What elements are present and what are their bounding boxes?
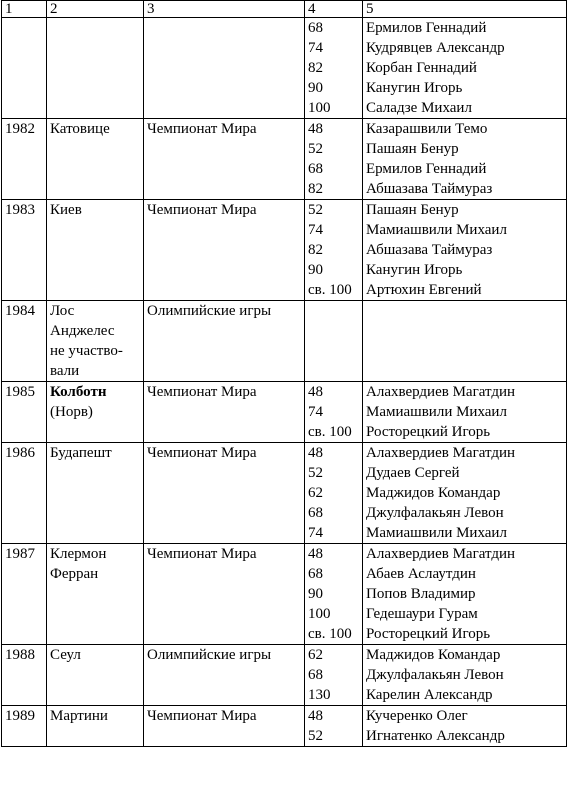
header-cell-2: 2 <box>47 1 144 18</box>
place-line: вали <box>50 363 80 379</box>
weight-cell <box>305 382 363 443</box>
athlete-name: Попов Владимир <box>366 586 476 602</box>
athlete-cell <box>363 119 567 200</box>
table-row <box>2 443 567 544</box>
place-cell <box>47 645 144 706</box>
place-cell <box>47 301 144 382</box>
weight-cell <box>305 645 363 706</box>
year-cell: 1983 <box>2 200 47 301</box>
weight-class: 52 <box>308 465 323 481</box>
place-cell <box>47 18 144 119</box>
weight-class: 100 <box>308 100 331 116</box>
place-line: (Норв) <box>50 404 93 420</box>
table-row <box>2 200 567 301</box>
header-cell-1: 1 <box>2 1 47 18</box>
event-cell: Чемпионат Мира <box>144 119 305 200</box>
athlete-name: Джулфалакьян Левон <box>366 505 504 521</box>
event-cell: Олимпийские игры <box>144 645 305 706</box>
table-row <box>2 382 567 443</box>
athlete-name: Пашаян Бенур <box>366 202 459 218</box>
place-line: Катовице <box>50 121 110 137</box>
place-cell <box>47 200 144 301</box>
weight-cell <box>305 119 363 200</box>
athlete-name: Алахвердиев Магатдин <box>366 445 516 461</box>
athlete-cell <box>363 544 567 645</box>
athlete-name: Мамиашвили Михаил <box>366 525 507 541</box>
weight-class: 62 <box>308 647 323 663</box>
weight-class: 74 <box>308 222 323 238</box>
weight-class: 52 <box>308 728 323 744</box>
athlete-name: Росторецкий Игорь <box>366 424 491 440</box>
place-cell <box>47 443 144 544</box>
weight-class: 48 <box>308 708 323 724</box>
athlete-name: Маджидов Командар <box>366 647 501 663</box>
athlete-name: Джулфалакьян Левон <box>366 667 504 683</box>
athlete-cell <box>363 200 567 301</box>
year-cell: 1989 <box>2 706 47 747</box>
athlete-name: Саладзе Михаил <box>366 100 472 116</box>
year-cell: 1982 <box>2 119 47 200</box>
weight-class: 74 <box>308 404 323 420</box>
table-row <box>2 544 567 645</box>
event-cell: Чемпионат Мира <box>144 443 305 544</box>
athlete-name: Ермилов Геннадий <box>366 161 487 177</box>
weight-cell <box>305 301 363 382</box>
athlete-name: Маджидов Командар <box>366 485 501 501</box>
event-cell: Чемпионат Мира <box>144 706 305 747</box>
event-cell <box>144 18 305 119</box>
place-cell <box>47 382 144 443</box>
event-cell: Олимпийские игры <box>144 301 305 382</box>
weight-class: 68 <box>308 20 323 36</box>
weight-class: 68 <box>308 667 323 683</box>
athlete-cell <box>363 645 567 706</box>
place-line: Мартини <box>50 708 108 724</box>
athlete-name: Абшазава Таймураз <box>366 181 493 197</box>
athlete-name: Канугин Игорь <box>366 80 463 96</box>
athlete-cell <box>363 18 567 119</box>
weight-class: 48 <box>308 445 323 461</box>
weight-cell <box>305 443 363 544</box>
athlete-cell <box>363 706 567 747</box>
place-name-bold: Колботн <box>50 384 107 400</box>
weight-class: 52 <box>308 141 323 157</box>
weight-class: 90 <box>308 586 323 602</box>
athlete-name: Артюхин Евгений <box>366 282 482 298</box>
place-line: Будапешт <box>50 445 112 461</box>
weight-class: 74 <box>308 525 323 541</box>
athlete-name: Алахвердиев Магатдин <box>366 546 516 562</box>
weight-class: св. 100 <box>308 424 352 440</box>
athlete-name: Гедешаури Гурам <box>366 606 478 622</box>
weight-class: 52 <box>308 202 323 218</box>
table-row <box>2 119 567 200</box>
place-line: Киев <box>50 202 82 218</box>
header-cell-4: 4 <box>305 1 363 18</box>
place-line: не участво- <box>50 343 123 359</box>
weight-class: 48 <box>308 121 323 137</box>
athlete-name: Карелин Александр <box>366 687 493 703</box>
place-line: Клермон <box>50 546 107 562</box>
place-line: Лос <box>50 303 75 319</box>
weight-class: св. 100 <box>308 282 352 298</box>
year-cell: 1987 <box>2 544 47 645</box>
athlete-cell <box>363 301 567 382</box>
weight-class: 62 <box>308 485 323 501</box>
athlete-name: Игнатенко Александр <box>366 728 505 744</box>
table-row <box>2 645 567 706</box>
weight-class: 90 <box>308 80 323 96</box>
athlete-name: Дудаев Сергей <box>366 465 460 481</box>
place-line: Ферран <box>50 566 99 582</box>
event-cell: Чемпионат Мира <box>144 382 305 443</box>
weight-class: 74 <box>308 40 323 56</box>
weight-class: 68 <box>308 505 323 521</box>
year-cell: 1986 <box>2 443 47 544</box>
table-row <box>2 18 567 119</box>
weight-class: 82 <box>308 242 323 258</box>
weight-cell <box>305 706 363 747</box>
header-cell-5: 5 <box>363 1 567 18</box>
athlete-name: Ермилов Геннадий <box>366 20 487 36</box>
place-line: Анджелес <box>50 323 115 339</box>
athlete-cell <box>363 382 567 443</box>
weight-cell <box>305 200 363 301</box>
header-cell-3: 3 <box>144 1 305 18</box>
place-line: Сеул <box>50 647 81 663</box>
place-cell <box>47 119 144 200</box>
athlete-cell <box>363 443 567 544</box>
year-cell <box>2 18 47 119</box>
table-row <box>2 301 567 382</box>
weight-class: 130 <box>308 687 331 703</box>
year-cell: 1984 <box>2 301 47 382</box>
weight-class: 48 <box>308 546 323 562</box>
athlete-name: Абаев Аслаутдин <box>366 566 476 582</box>
place-cell <box>47 706 144 747</box>
weight-class: 100 <box>308 606 331 622</box>
weight-class: 68 <box>308 566 323 582</box>
weight-class: 48 <box>308 384 323 400</box>
weight-class: 68 <box>308 161 323 177</box>
header-row <box>2 1 567 18</box>
athlete-name: Кудрявцев Александр <box>366 40 505 56</box>
results-table <box>1 0 567 747</box>
athlete-name: Алахвердиев Магатдин <box>366 384 516 400</box>
place-cell <box>47 544 144 645</box>
weight-cell <box>305 544 363 645</box>
weight-class: 90 <box>308 262 323 278</box>
athlete-name: Мамиашвили Михаил <box>366 404 507 420</box>
year-cell: 1988 <box>2 645 47 706</box>
weight-class: 82 <box>308 181 323 197</box>
weight-class: св. 100 <box>308 626 352 642</box>
weight-cell <box>305 18 363 119</box>
athlete-name: Канугин Игорь <box>366 262 463 278</box>
athlete-name: Пашаян Бенур <box>366 141 459 157</box>
athlete-name: Кучеренко Олег <box>366 708 468 724</box>
table-row <box>2 706 567 747</box>
event-cell: Чемпионат Мира <box>144 200 305 301</box>
year-cell: 1985 <box>2 382 47 443</box>
athlete-name: Казарашвили Темо <box>366 121 488 137</box>
event-cell: Чемпионат Мира <box>144 544 305 645</box>
athlete-name: Росторецкий Игорь <box>366 626 491 642</box>
weight-class: 82 <box>308 60 323 76</box>
athlete-name: Корбан Геннадий <box>366 60 477 76</box>
athlete-name: Мамиашвили Михаил <box>366 222 507 238</box>
athlete-name: Абшазава Таймураз <box>366 242 493 258</box>
